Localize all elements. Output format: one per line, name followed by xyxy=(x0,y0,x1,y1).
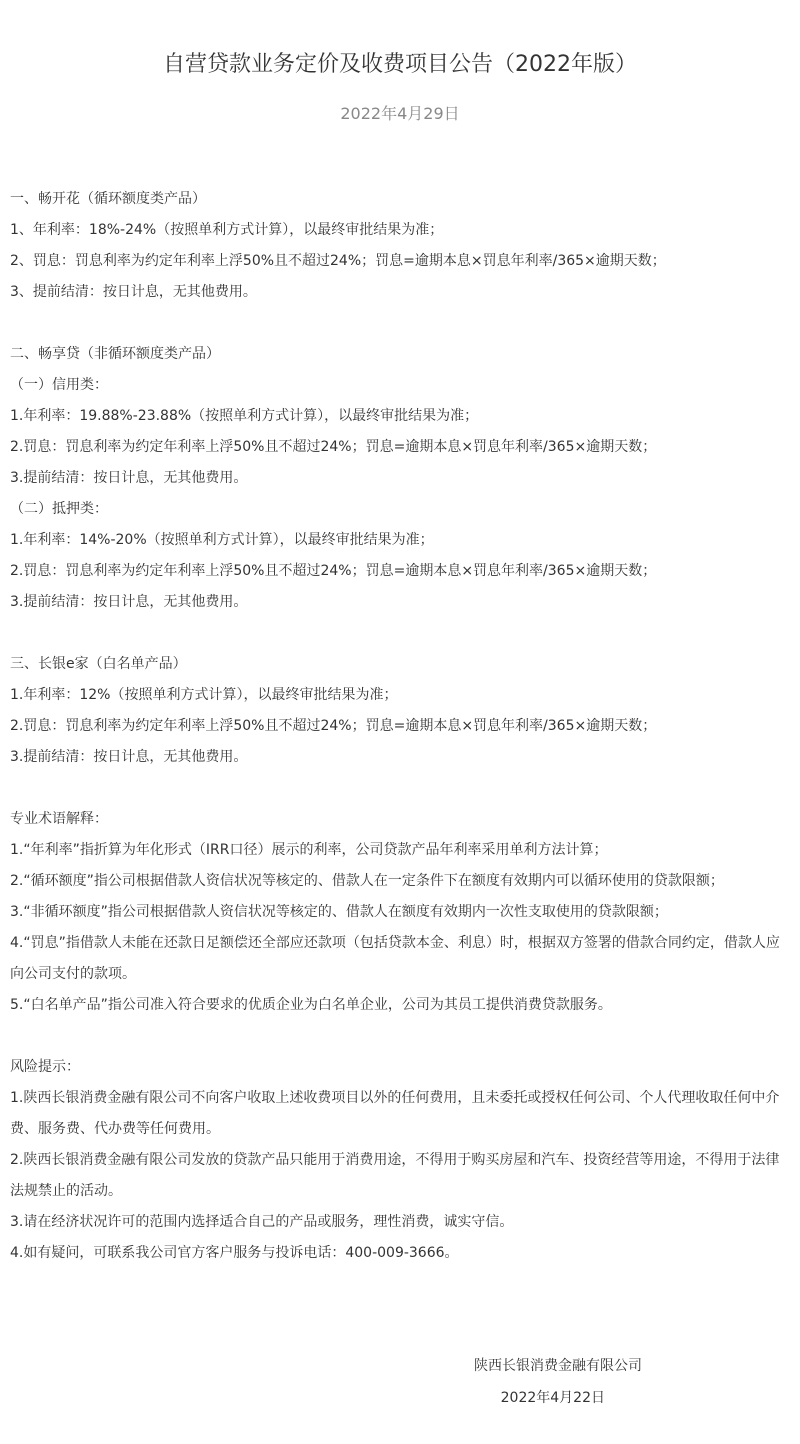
subsection-heading-mortgage: （二）抵押类： xyxy=(10,501,108,517)
page-title: 自营贷款业务定价及收费项目公告（2022年版） xyxy=(163,52,637,77)
spacer xyxy=(10,308,792,339)
section-heading-3: 三、长银e家（白名单产品） xyxy=(10,656,187,672)
section-3-item: 3.提前结清：按日计息，无其他费用。 xyxy=(10,749,248,765)
section-2-mortgage-item: 1.年利率：14%-20%（按照单利方式计算），以最终审批结果为准； xyxy=(10,532,434,548)
section-1-item: 2、罚息：罚息利率为约定年利率上浮50%且不超过24%；罚息=逾期本息×罚息年利率/365×逾期天数； xyxy=(10,253,666,269)
publish-date: 2022年4月29日 xyxy=(340,104,460,123)
term-item: 4.“罚息”指借款人未能在还款日足额偿还全部应还款项（包括贷款本金、利息）时，根据双方签署的借款合同约定，借款人应向公司支付的款项。 xyxy=(10,935,780,982)
risk-item: 2.陕西长银消费金融有限公司发放的贷款产品只能用于消费用途，不得用于购买房屋和汽车、投资经营等用途，不得用于法律法规禁止的活动。 xyxy=(10,1152,780,1199)
section-heading-1: 一、畅开花（循环额度类产品） xyxy=(10,191,206,207)
signature-company: 陕西长银消费金融有限公司 xyxy=(474,1358,642,1374)
risk-item: 3.请在经济状况许可的范围内选择适合自己的产品或服务，理性消费，诚实守信。 xyxy=(10,1214,514,1230)
term-item: 5.“白名单产品”指公司准入符合要求的优质企业为白名单企业，公司为其员工提供消费贷款服务。 xyxy=(10,997,612,1013)
section-2-mortgage-item: 2.罚息：罚息利率为约定年利率上浮50%且不超过24%；罚息=逾期本息×罚息年利率/365×逾期天数； xyxy=(10,563,657,579)
section-1-item: 1、年利率：18%-24%（按照单利方式计算），以最终审批结果为准； xyxy=(10,222,444,238)
announcement-body xyxy=(10,184,792,1269)
term-item: 1.“年利率”指折算为年化形式（IRR口径）展示的利率，公司贷款产品年利率采用单利方法计算； xyxy=(10,842,608,858)
section-heading-2: 二、畅享贷（非循环额度类产品） xyxy=(10,346,220,362)
section-3-item: 1.年利率：12%（按照单利方式计算），以最终审批结果为准； xyxy=(10,687,398,703)
risk-item: 1.陕西长银消费金融有限公司不向客户收取上述收费项目以外的任何费用，且未委托或授权任何公司、个人代理收取任何中介费、服务费、代办费等任何费用。 xyxy=(10,1090,780,1137)
section-2-credit-item: 2.罚息：罚息利率为约定年利率上浮50%且不超过24%；罚息=逾期本息×罚息年利率/365×逾期天数； xyxy=(10,439,657,455)
subsection-heading-credit: （一）信用类： xyxy=(10,377,108,393)
spacer xyxy=(10,1021,792,1052)
term-item: 2.“循环额度”指公司根据借款人资信状况等核定的、借款人在一定条件下在额度有效期内可以循环使用的贷款限额； xyxy=(10,873,724,889)
section-3-item: 2.罚息：罚息利率为约定年利率上浮50%且不超过24%；罚息=逾期本息×罚息年利率/365×逾期天数； xyxy=(10,718,657,734)
section-2-credit-item: 1.年利率：19.88%-23.88%（按照单利方式计算），以最终审批结果为准； xyxy=(10,408,479,424)
spacer xyxy=(10,618,792,649)
section-1-item: 3、提前结清：按日计息，无其他费用。 xyxy=(10,284,257,300)
signature-date: 2022年4月22日 xyxy=(500,1390,605,1406)
term-item: 3.“非循环额度”指公司根据借款人资信状况等核定的、借款人在额度有效期内一次性支取使用的贷款限额； xyxy=(10,904,668,920)
section-2-credit-item: 3.提前结清：按日计息，无其他费用。 xyxy=(10,470,248,486)
risk-item: 4.如有疑问，可联系我公司官方客户服务与投诉电话：400-009-3666。 xyxy=(10,1245,459,1261)
spacer xyxy=(10,773,792,804)
section-2-mortgage-item: 3.提前结清：按日计息，无其他费用。 xyxy=(10,594,248,610)
terms-heading: 专业术语解释： xyxy=(10,811,108,827)
risk-heading: 风险提示： xyxy=(10,1059,80,1075)
